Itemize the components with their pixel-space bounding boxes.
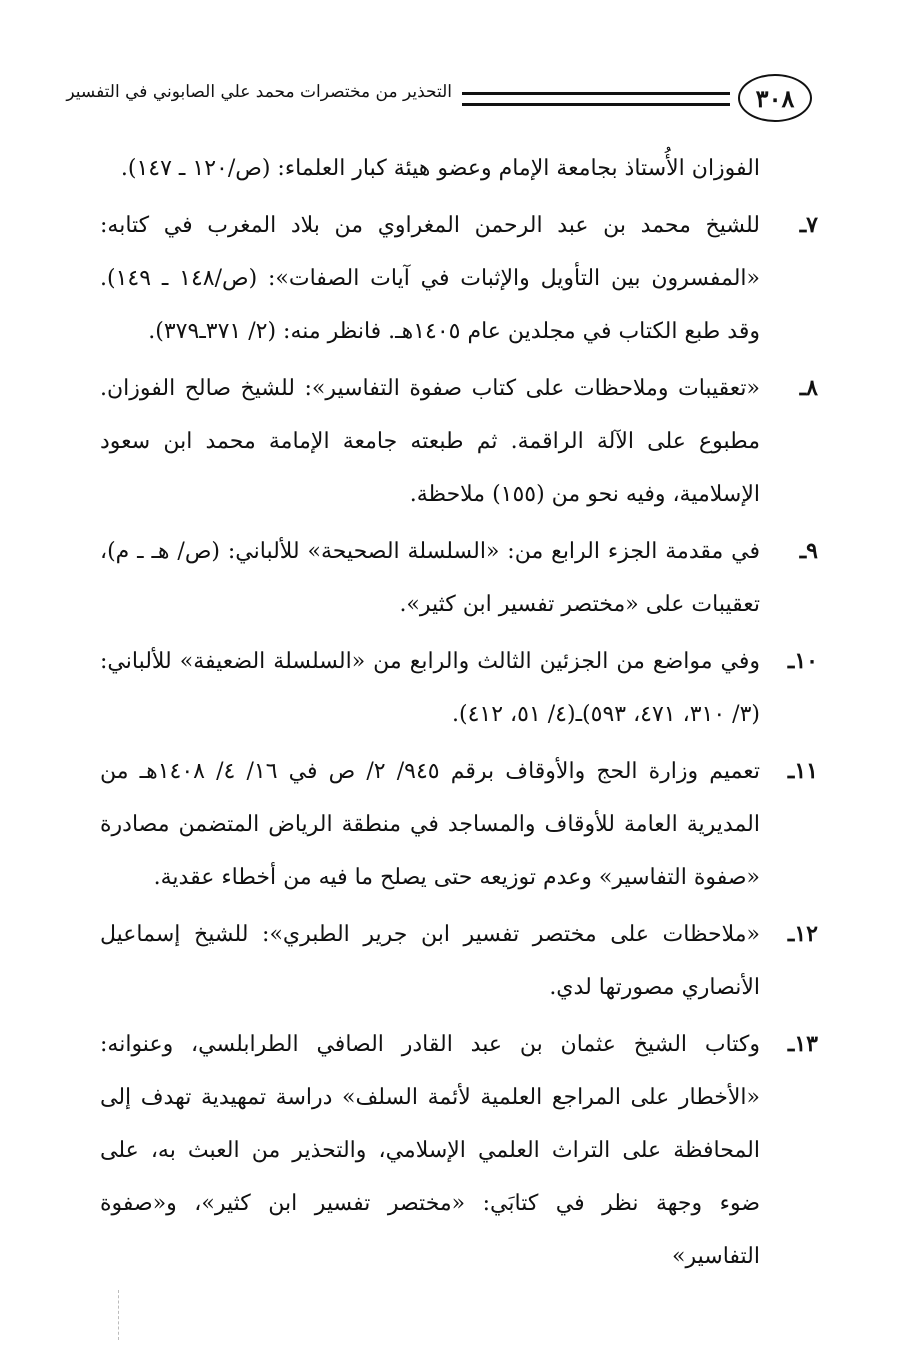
item-number: ٩ـ — [799, 538, 818, 564]
item-number: ٨ـ — [799, 375, 818, 401]
list-item — [100, 908, 818, 1014]
item-number: ١٠ـ — [787, 648, 818, 674]
running-title: التحذير من مختصرات محمد علي الصابوني في التفسير — [66, 82, 452, 102]
item-text: «ملاحظات على مختصر تفسير ابن جرير الطبري»: للشيخ إسماعيل الأنصاري مصورتها لدي. — [100, 922, 760, 1000]
scan-artifact — [118, 1290, 120, 1340]
header-rule — [462, 92, 730, 106]
list-item — [100, 362, 818, 521]
item-text: تعميم وزارة الحج والأوقاف برقم ٩٤٥/ ٢/ ص في ١٦/ ٤/ ١٤٠٨هـ من المديرية العامة للأوقاف والمساجد في منطقة الرياض المتضمن مصادرة «صفوة التفاسير» وعدم توزيعه حتى يصلح ما فيه من أخطاء عقدية. — [100, 759, 761, 890]
item-number: ٧ـ — [799, 212, 818, 238]
item-number: ١١ـ — [787, 758, 818, 784]
page-body — [100, 142, 818, 1283]
list-item — [100, 199, 818, 358]
item-text: للشيخ محمد بن عبد الرحمن المغراوي من بلاد المغرب في كتابه: «المفسرون بين التأويل والإثبات في آيات الصفات»: (ص/١٤٨ ـ ١٤٩). وقد طبع الكتاب في مجلدين عام ١٤٠٥هـ. فانظر منه: (٢/ ٣٧١ـ٣٧٩). — [100, 213, 760, 344]
list-item — [100, 745, 818, 904]
item-text: «تعقيبات وملاحظات على كتاب صفوة التفاسير»: للشيخ صالح الفوزان. مطبوع على الآلة الراقمة. ثم طبعته جامعة الإمامة محمد ابن سعود الإسلامية، وفيه نحو من (١٥٥) ملاحظة. — [100, 376, 760, 507]
item-text: في مقدمة الجزء الرابع من: «السلسلة الصحيحة» للألباني: (ص/ هـ ـ م)، تعقيبات على «مختصر تفسير ابن كثير». — [100, 539, 760, 617]
intro-paragraph: الفوزان الأُستاذ بجامعة الإمام وعضو هيئة كبار العلماء: (ص/١٢٠ ـ ١٤٧). — [120, 156, 760, 181]
list-item — [100, 635, 818, 741]
list-item — [100, 1018, 818, 1283]
item-number: ١٣ـ — [787, 1031, 818, 1057]
item-text: وكتاب الشيخ عثمان بن عبد القادر الصافي الطرابلسي، وعنوانه: «الأخطار على المراجع العلمية لأئمة السلف» دراسة تمهيدية تهدف إلى المحافظة على التراث العلمي الإسلامي، والتحذير من العبث به، على ضوء وجهة نظر في كتابَي: «مختصر تفسير ابن كثير»، و«صفوة التفاسير» — [100, 1032, 760, 1269]
list-item — [100, 525, 818, 631]
item-text: وفي مواضع من الجزئين الثالث والرابع من «السلسلة الضعيفة» للألباني: (٣/ ٣١٠، ٤٧١، ٥٩٣)ـ(٤/ ٥١، ٤١٢). — [100, 649, 760, 727]
page-header — [66, 74, 812, 124]
page-number: ٣٠٨ — [738, 74, 812, 122]
item-number: ١٢ـ — [787, 921, 818, 947]
